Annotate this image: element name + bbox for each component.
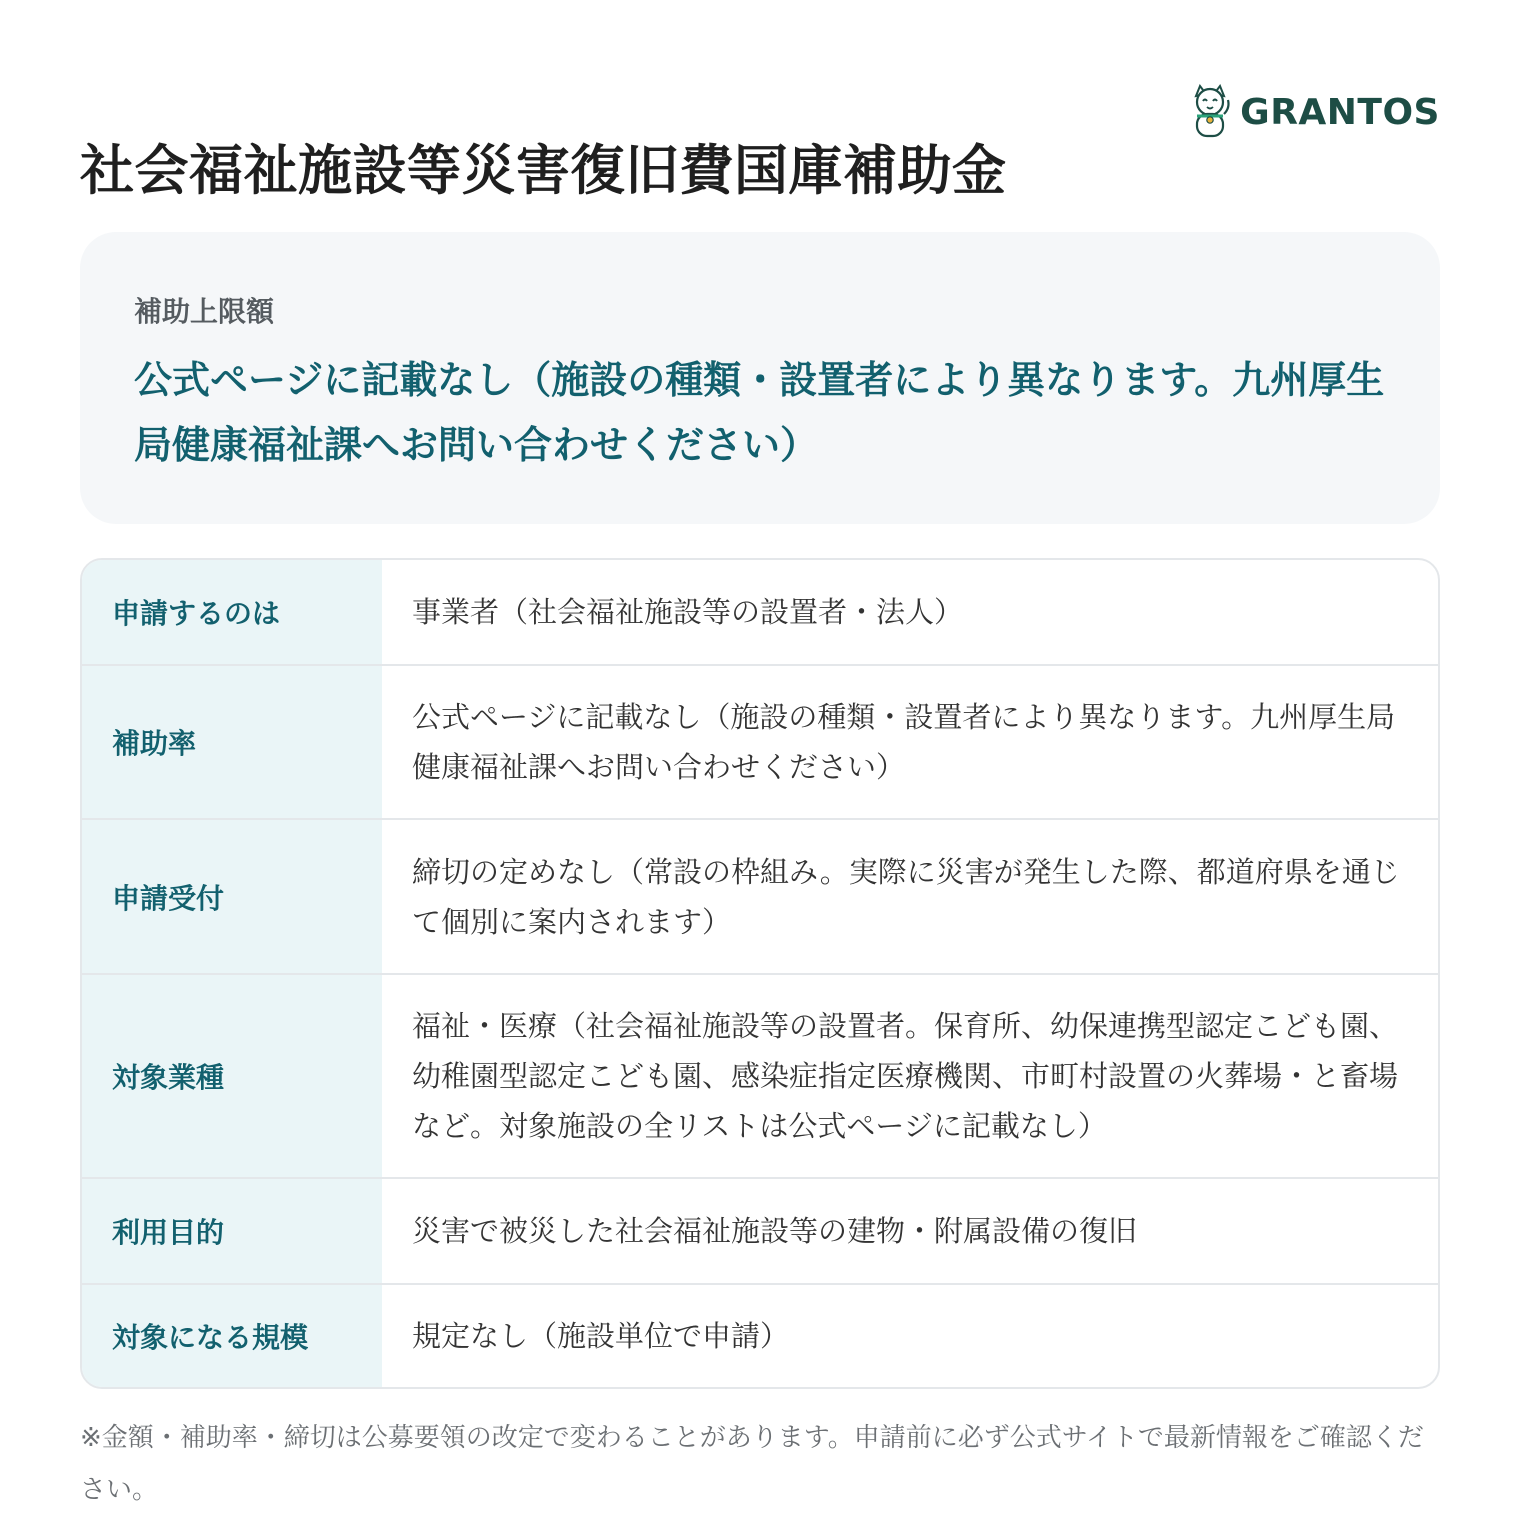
table-row (82, 664, 1438, 818)
amount-value: 公式ページに記載なし（施設の種類・設置者により異なります。九州厚生局健康福祉課へお問い合わせください） (134, 358, 1385, 467)
table-row (82, 818, 1438, 973)
table-row (82, 973, 1438, 1177)
brand-name: GRANTOS (1240, 91, 1440, 133)
amount-card (80, 232, 1440, 524)
page-title: 社会福祉施設等災害復旧費国庫補助金 (80, 139, 1007, 202)
table-row (82, 1177, 1438, 1283)
row-label: 対象業種 (82, 975, 382, 1177)
row-label: 申請するのは (82, 560, 382, 664)
table-row (82, 1283, 1438, 1387)
row-value: 公式ページに記載なし（施設の種類・設置者により異なります。九州厚生局健康福祉課へお問い合わせください） (412, 700, 1396, 784)
amount-label: 補助上限額 (134, 295, 275, 328)
info-table (80, 558, 1440, 1389)
table-row (82, 560, 1438, 664)
row-value: 事業者（社会福祉施設等の設置者・法人） (412, 595, 964, 629)
disclaimer-note: ※金額・補助率・締切は公募要領の改定で変わることがあります。申請前に必ず公式サイトで最新情報をご確認ください。 (80, 1423, 1424, 1505)
row-label: 申請受付 (82, 820, 382, 973)
row-label: 対象になる規模 (82, 1285, 382, 1387)
lucky-cat-icon (1188, 84, 1232, 140)
row-value: 規定なし（施設単位で申請） (412, 1319, 790, 1353)
row-label: 補助率 (82, 666, 382, 818)
row-value: 締切の定めなし（常設の枠組み。実際に災害が発生した際、都道府県を通じて個別に案内されます） (412, 854, 1400, 939)
row-label: 利用目的 (82, 1179, 382, 1283)
row-value: 福祉・医療（社会福祉施設等の設置者。保育所、幼保連携型認定こども園、幼稚園型認定こども園、感染症指定医療機関、市町村設置の火葬場・と畜場など。対象施設の全リストは公式ページに記載なし） (412, 1009, 1399, 1143)
row-value: 災害で被災した社会福祉施設等の建物・附属設備の復旧 (412, 1214, 1138, 1248)
brand-logo (1188, 84, 1440, 140)
